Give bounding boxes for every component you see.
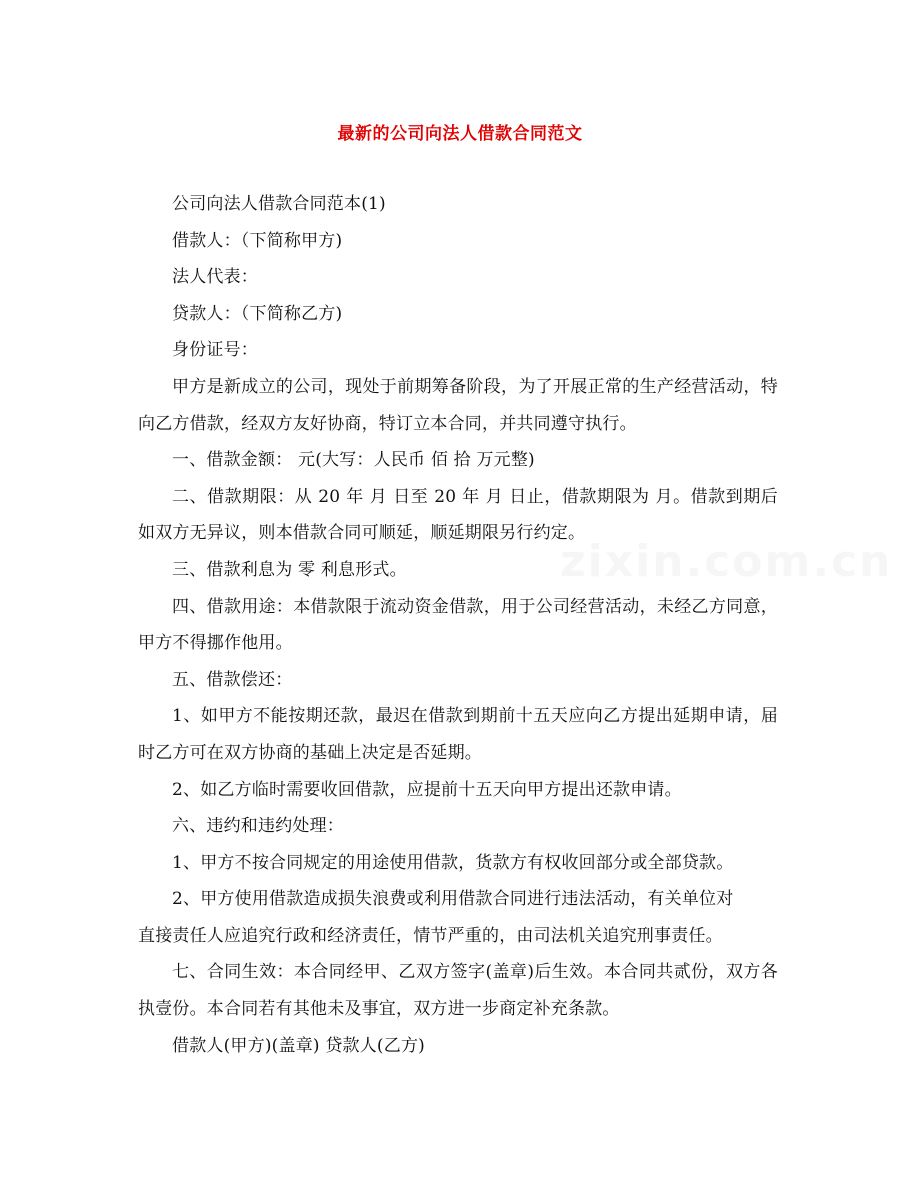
paragraph-breach-2-continued: 直接责任人应追究行政和经济责任，情节严重的，由司法机关追究刑事责任。 xyxy=(138,925,723,946)
paragraph-repayment-heading: 五、借款偿还： xyxy=(172,669,293,690)
paragraph-loan-amount: 一、借款金额： 元(大写：人民币 佰 拾 万元整) xyxy=(172,450,535,471)
paragraph-repayment-1: 1、如甲方不能按期还款，最迟在借款到期前十五天应向乙方提出延期申请，届时乙方可在双方协商的基础上决定是否延期。 xyxy=(138,706,778,763)
paragraph-breach-1: 1、甲方不按合同规定的用途使用借款，货款方有权收回部分或全部贷款。 xyxy=(172,852,734,873)
document-body xyxy=(138,186,778,1064)
paragraph-interest: 三、借款利息为 零 利息形式。 xyxy=(172,559,407,580)
paragraph-breach-heading: 六、违约和违约处理： xyxy=(172,816,344,837)
paragraph-intro: 甲方是新成立的公司，现处于前期筹备阶段，为了开展正常的生产经营活动，特向乙方借款，经双方友好协商，特订立本合同，并共同遵守执行。 xyxy=(138,376,778,434)
paragraph-loan-purpose: 四、借款用途：本借款限于流动资金借款，用于公司经营活动，未经乙方同意，甲方不得挪作他用。 xyxy=(138,596,778,654)
paragraph-lender: 贷款人：（下简称乙方) xyxy=(172,303,343,324)
paragraph-loan-term: 二、借款期限：从 20 年 月 日至 20 年 月 日止，借款期限为 月。借款到期后如双方无异议，则本借款合同可顺延，顺延期限另行约定。 xyxy=(138,486,778,544)
paragraph-legal-representative: 法人代表： xyxy=(172,267,258,288)
paragraph-effectiveness: 七、合同生效：本合同经甲、乙双方签字(盖章)后生效。本合同共贰份，双方各执壹份。本合同若有其他未及事宜，双方进一步商定补充条款。 xyxy=(138,962,778,1020)
paragraph-repayment-2: 2、如乙方临时需要收回借款，应提前十五天向甲方提出还款申请。 xyxy=(172,779,682,800)
paragraph-breach-2: 2、甲方使用借款造成损失浪费或利用借款合同进行违法活动，有关单位对 xyxy=(172,889,734,910)
paragraph-signatures: 借款人(甲方)(盖章) 贷款人(乙方) xyxy=(172,1035,425,1056)
paragraph-id-number: 身份证号： xyxy=(172,340,258,361)
document-title: 最新的公司向法人借款合同范文 xyxy=(337,124,583,144)
paragraph-contract-heading: 公司向法人借款合同范本(1) xyxy=(172,194,386,214)
paragraph-borrower: 借款人：（下简称甲方) xyxy=(172,230,343,251)
